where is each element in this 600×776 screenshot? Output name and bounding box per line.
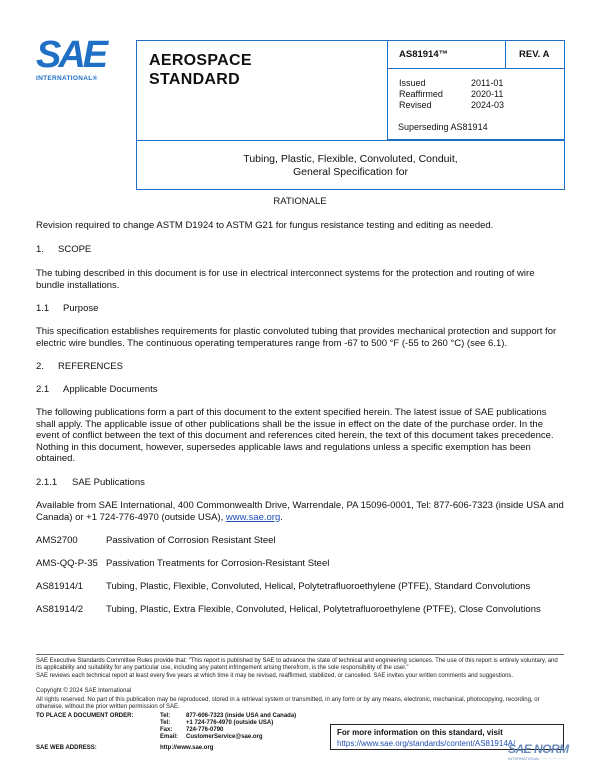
section-1-1-title: Purpose <box>63 303 99 314</box>
section-2-1-title: Applicable Documents <box>63 384 158 395</box>
reference-id: AMS-QQ-P-35 <box>36 558 98 569</box>
sae-logo <box>36 36 126 88</box>
section-2-1-1-text <box>36 500 564 523</box>
standard-type-line2: STANDARD <box>149 71 240 88</box>
reference-row <box>36 604 541 615</box>
issued-label: Issued <box>399 78 426 88</box>
rights-notice: All rights reserved. No part of this publication may be reproduced, stored in a retrieval system or transmitted, in any form or by any means, electronic, mechanical, photocopying, recording, or otherwise, without the prior written permission of SAE. <box>36 697 540 711</box>
committee-rules: SAE Executive Standards Committee Rules provide that: “This report is published by SAE to advance the state of technical and engineering sciences. The use of this report is entirely voluntary, and its applicability and suitability for any particular use, including any patent infringement arising therefrom, is the sole responsibility of the user.” <box>36 658 558 672</box>
section-2-1-heading <box>36 384 564 396</box>
revision-cell <box>505 40 565 68</box>
section-2-1-1-end: . <box>280 511 283 523</box>
superseding-note: Superseding AS81914 <box>398 122 488 132</box>
section-1-heading <box>36 244 564 256</box>
issued-date: 2011-01 <box>471 78 504 88</box>
standard-type-line1: AEROSPACE <box>149 52 252 69</box>
order-tel: 877-606-7323 (inside USA and Canada) <box>186 713 297 719</box>
subject-line2: General Specification for <box>293 166 408 178</box>
section-2-1-number: 2.1 <box>36 384 50 395</box>
section-1-1-number: 1.1 <box>36 303 50 314</box>
web-address-label: SAE WEB ADDRESS: <box>36 745 97 751</box>
order-fax-label: Fax: <box>160 727 173 733</box>
revision: REV. A <box>519 49 550 60</box>
reference-title: Passivation of Corrosion Resistant Steel <box>106 535 276 546</box>
section-1-text: The tubing described in this document is for use in electrical interconnect systems for the protection and routing of wire bundle installations. <box>36 268 535 291</box>
copyright: Copyright © 2024 SAE International <box>36 688 132 694</box>
web-address[interactable]: http://www.sae.org <box>160 745 214 751</box>
revised-row <box>399 100 504 110</box>
section-1-number: 1. <box>36 244 44 255</box>
reference-title: Tubing, Plastic, Extra Flexible, Convoluted, Helical, Polytetrafluoroethylene (PTFE), Close Convolutions <box>106 604 541 615</box>
reference-id: AS81914/2 <box>36 604 84 615</box>
section-2-1-1-heading <box>36 477 564 489</box>
document-id-cell <box>387 40 505 68</box>
order-tel2-label: Tel: <box>160 720 171 726</box>
sae-website-link[interactable]: www.sae.org <box>225 511 281 523</box>
section-2-1-1-body: Available from SAE International, 400 Commonwealth Drive, Warrendale, PA 15096-0001, Tel: 877-606-7323 (inside USA and Canada) or +1 724-776-4970 (outside USA), <box>36 500 564 523</box>
subject-line1: Tubing, Plastic, Flexible, Convoluted, Conduit, <box>243 153 458 165</box>
section-1-1-text: This specification establishes requirements for plastic convoluted tubing that provides mechanical protection and support for electric wire bundles. The continuous operating temperatures range from -67 to 500 °F (-55 to 260 °C) (see 6.1). <box>36 326 557 349</box>
reference-row <box>36 581 530 592</box>
watermark-text: SAE NORM <box>508 742 569 756</box>
section-2-title: REFERENCES <box>58 361 123 372</box>
issued-row <box>399 78 503 88</box>
order-tel2: +1 724-776-4970 (outside USA) <box>186 720 274 726</box>
section-2-number: 2. <box>36 361 44 372</box>
standard-url-link[interactable]: https://www.sae.org/standards/content/AS81914A/ <box>337 739 516 748</box>
reference-id: AS81914/1 <box>36 581 84 592</box>
rationale-heading: RATIONALE <box>273 196 327 207</box>
info-box-heading: For more information on this standard, visit <box>337 728 503 737</box>
reaffirmed-label: Reaffirmed <box>399 89 443 99</box>
standard-type-cell <box>136 40 387 140</box>
review-policy: SAE reviews each technical report at least every five years at which time it may be revised, reaffirmed, stabilized, or cancelled. SAE invites your written comments and suggestions. <box>36 673 514 679</box>
section-2-1-text: The following publications form a part of this document to the extent specified herein. The latest issue of SAE publications shall apply. The applicable issue of other publications shall be the issue in effect on the date of the purchase order. In the event of conflict between the text of this document and references cited herein, the text of this document takes precedence. Nothing in this document, however, supersedes applicable laws and regulations unless a specific exemption has been obtained. <box>36 407 554 464</box>
watermark-subtext: INTERNATIONAL ····· ······ ······· <box>508 756 567 761</box>
section-1-title: SCOPE <box>58 244 92 255</box>
order-email-label: Email: <box>160 734 179 740</box>
order-email[interactable]: CustomerService@sae.org <box>186 734 263 740</box>
reference-row <box>36 558 329 569</box>
order-tel-label: Tel: <box>160 713 171 719</box>
reaffirmed-date: 2020-11 <box>471 89 504 99</box>
section-2-heading <box>36 361 564 373</box>
section-2-1-1-title: SAE Publications <box>72 477 145 488</box>
section-2-1-1-number: 2.1.1 <box>36 477 58 488</box>
footer-divider <box>36 654 564 655</box>
logo-subtitle: INTERNATIONAL® <box>36 75 98 82</box>
logo-mark: SAE <box>36 34 106 76</box>
reference-id: AMS2700 <box>36 535 78 546</box>
subject-cell <box>136 140 565 190</box>
reaffirmed-row <box>399 89 503 99</box>
document-id: AS81914™ <box>399 49 449 60</box>
reference-title: Tubing, Plastic, Flexible, Convoluted, Helical, Polytetrafluoroethylene (PTFE), Standard Convolutions <box>106 581 531 592</box>
order-label: TO PLACE A DOCUMENT ORDER: <box>36 713 134 719</box>
section-1-1-heading <box>36 303 564 315</box>
reference-title: Passivation Treatments for Corrosion-Resistant Steel <box>106 558 330 569</box>
revised-label: Revised <box>399 100 432 110</box>
order-fax: 724-776-0790 <box>186 727 224 733</box>
watermark <box>508 742 570 768</box>
revised-date: 2024-03 <box>471 100 505 110</box>
reference-row <box>36 535 276 546</box>
rationale-text: Revision required to change ASTM D1924 to ASTM G21 for fungus resistance testing and editing as needed. <box>36 220 494 231</box>
